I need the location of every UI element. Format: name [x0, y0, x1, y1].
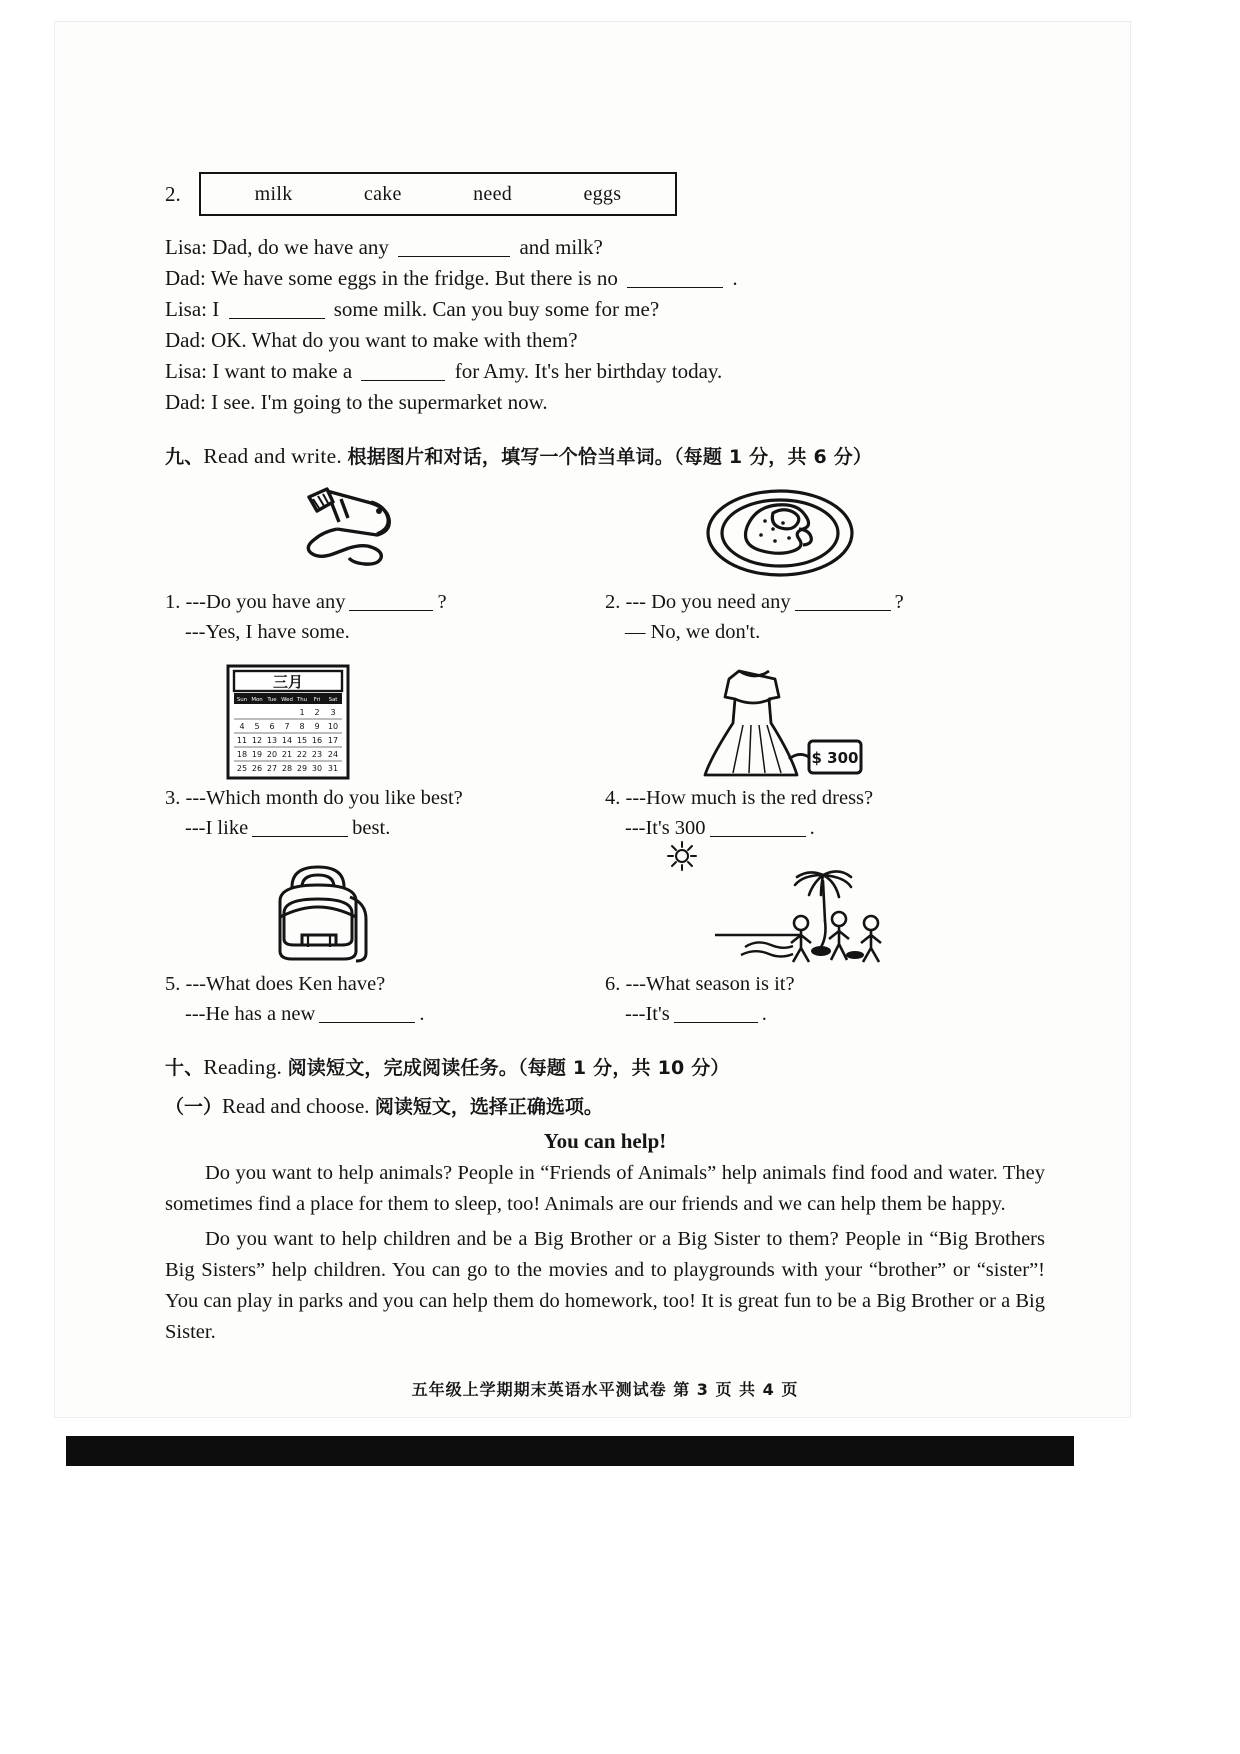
svg-text:26: 26: [251, 764, 263, 773]
answer-blank[interactable]: [229, 318, 325, 319]
question-5-art: [165, 857, 605, 969]
svg-text:13: 13: [266, 736, 278, 745]
question-1-cell: [165, 483, 605, 647]
section-9-title-cn: 根据图片和对话，填写一个恰当单词。（每题 1 分，共 6 分）: [347, 446, 873, 468]
section-10-title-cn: 阅读短文，完成阅读任务。（每题 1 分，共 10 分）: [287, 1057, 730, 1079]
dialogue-line: [165, 356, 1045, 387]
dialogue-line: [165, 232, 1045, 263]
svg-text:18: 18: [236, 750, 248, 759]
svg-text:16: 16: [311, 736, 323, 745]
answer-blank[interactable]: [252, 836, 348, 837]
svg-text:7: 7: [284, 722, 290, 731]
question-5-line: [165, 969, 605, 999]
question-5-answer-tail: .: [419, 1003, 425, 1025]
svg-text:19: 19: [251, 750, 263, 759]
page-footer: 五年级上学期期末英语水平测试卷 第 3 页 共 4 页: [411, 1380, 799, 1399]
svg-text:Thu: Thu: [296, 697, 308, 703]
answer-blank[interactable]: [398, 256, 510, 257]
dialogue-text: I see. I'm going to the supermarket now.: [211, 390, 548, 414]
question-3-art: [165, 663, 605, 783]
question-2-answer-text: — No, we don't.: [625, 621, 761, 643]
svg-text:12: 12: [251, 736, 263, 745]
question-1-tail: ?: [437, 591, 447, 613]
question-4-answer-tail: .: [809, 817, 815, 839]
question-3-number: 3.: [165, 787, 181, 809]
question-3-answer: [165, 813, 605, 843]
question-6-answer: [605, 999, 1045, 1029]
svg-text:Fri: Fri: [313, 697, 321, 703]
word-bank-item: need: [473, 182, 513, 205]
question-1-prompt: ---Do you have any: [185, 591, 346, 613]
word-bank-item: cake: [363, 182, 402, 205]
svg-text:8: 8: [299, 722, 305, 731]
question-6-art: [605, 857, 1045, 969]
question-5-answer: [165, 999, 605, 1029]
svg-text:23: 23: [311, 750, 323, 759]
question-4-line: [605, 783, 1045, 813]
svg-text:Tue: Tue: [267, 697, 277, 703]
question-2-cell: [605, 483, 1045, 647]
milk-bottle-spill-icon: [275, 485, 425, 585]
question-2-number: 2.: [605, 591, 621, 613]
svg-text:21: 21: [281, 750, 293, 759]
red-dress-price-tag-icon: [685, 663, 885, 781]
svg-text:22: 22: [296, 750, 308, 759]
dialogue-speaker: Dad:: [165, 390, 206, 414]
answer-blank[interactable]: [361, 380, 445, 381]
question-2-answer: [605, 617, 1045, 647]
calendar-march-icon: [225, 663, 351, 781]
svg-text:6: 6: [269, 722, 275, 731]
question-4-answer-text: ---It's 300: [625, 817, 706, 839]
dialogue-speaker: Dad:: [165, 328, 206, 352]
section-10-sub-title-en: Read and choose.: [222, 1094, 370, 1118]
question-1-number: 1.: [165, 591, 181, 613]
question-6-number: 6.: [605, 973, 621, 995]
exercise-2-number: 2.: [165, 182, 181, 206]
dialogue-text-tail: for Amy. It's her birthday today.: [454, 359, 723, 383]
svg-text:29: 29: [296, 764, 308, 773]
sun-icon: [665, 839, 699, 873]
dialogue-text-tail: .: [732, 266, 738, 290]
question-4-art: [605, 663, 1045, 783]
question-3-answer-tail: best.: [352, 817, 391, 839]
passage-paragraph: Do you want to help animals? People in “Friends of Animals” help animals find food and water. They sometimes find a place for them to sleep, too! Animals are our friends and we can help them be happy.: [165, 1162, 1045, 1215]
question-5-number: 5.: [165, 973, 181, 995]
svg-text:30: 30: [311, 764, 323, 773]
question-1-answer: [165, 617, 605, 647]
question-2-art: [605, 483, 1045, 587]
answer-blank[interactable]: [319, 1022, 415, 1023]
dialogue-line: [165, 294, 1045, 325]
question-1-art: [165, 483, 605, 587]
dialogue-text-tail: some milk. Can you buy some for me?: [333, 297, 660, 321]
question-5-cell: [165, 857, 605, 1029]
question-6-answer-tail: .: [761, 1003, 767, 1025]
svg-text:三月: 三月: [272, 673, 304, 691]
svg-text:25: 25: [236, 764, 248, 773]
question-2-line: [605, 587, 1045, 617]
svg-text:14: 14: [281, 736, 293, 745]
question-5-answer-text: ---He has a new: [185, 1003, 316, 1025]
svg-text:17: 17: [327, 736, 339, 745]
section-9-heading: [165, 442, 1045, 469]
svg-text:4: 4: [239, 722, 245, 731]
passage-paragraph: Do you want to help children and be a Big Brother or a Big Sister to them? People in “Big Brothers Big Sisters” help children. You can go to the movies and to playgrounds with your “brother” or “sister”! You can play in parks and you can help them do homework, too! It is great fun to be a Big Brother or a Big Sister.: [165, 1228, 1045, 1343]
question-6-cell: [605, 857, 1045, 1029]
exercise-2: [165, 172, 1045, 216]
picture-row-2: [165, 663, 1045, 843]
dialogue-line: [165, 263, 1045, 294]
svg-text:Wed: Wed: [281, 697, 293, 703]
answer-blank[interactable]: [710, 836, 806, 837]
question-3-prompt: ---Which month do you like best?: [185, 787, 463, 809]
question-1-line: [165, 587, 605, 617]
question-2-prompt: --- Do you need any: [625, 591, 791, 613]
question-4-cell: [605, 663, 1045, 843]
beach-summer-scene-icon: [705, 851, 905, 969]
svg-text:Sat: Sat: [328, 697, 338, 703]
dialogue-text: I want to make a: [212, 359, 353, 383]
svg-text:27: 27: [266, 764, 278, 773]
section-10-heading: [165, 1053, 1045, 1080]
svg-text:3: 3: [330, 708, 336, 717]
dialogue-text: I: [212, 297, 220, 321]
dialogue-text: We have some eggs in the fridge. But there is no: [210, 266, 618, 290]
question-6-line: [605, 969, 1045, 999]
svg-text:20: 20: [266, 750, 278, 759]
question-2-tail: ?: [894, 591, 904, 613]
word-bank-box: [199, 172, 677, 216]
question-6-prompt: ---What season is it?: [625, 973, 795, 995]
section-9-title-en: Read and write.: [203, 444, 342, 468]
svg-text:24: 24: [327, 750, 339, 759]
word-bank-item: milk: [254, 182, 293, 205]
dialogue-text-tail: and milk?: [519, 235, 603, 259]
question-4-prompt: ---How much is the red dress?: [625, 787, 874, 809]
question-4-number: 4.: [605, 787, 621, 809]
svg-text:1: 1: [299, 708, 305, 717]
svg-text:Sun: Sun: [236, 697, 248, 703]
dialogue-speaker: Lisa:: [165, 297, 207, 321]
backpack-icon: [250, 857, 400, 967]
question-6-answer-text: ---It's: [625, 1003, 670, 1025]
dialogue-speaker: Lisa:: [165, 235, 207, 259]
dialogue-text: OK. What do you want to make with them?: [211, 328, 578, 352]
svg-text:5: 5: [254, 722, 260, 731]
dialogue-text: Dad, do we have any: [212, 235, 389, 259]
document-content: [165, 172, 1045, 1399]
svg-text:$ 300: $ 300: [811, 749, 859, 767]
section-9-marker: 九、: [165, 446, 204, 468]
svg-text:9: 9: [314, 722, 320, 731]
section-10-title-en: Reading.: [203, 1055, 283, 1079]
section-10-sub-title-cn: 阅读短文，选择正确选项。: [374, 1096, 603, 1118]
dialogue-block: [165, 232, 1045, 418]
answer-blank[interactable]: [627, 287, 723, 288]
section-10-subheading: [165, 1092, 1045, 1119]
section-10-marker: 十、: [165, 1057, 204, 1079]
svg-text:Mon: Mon: [251, 697, 263, 703]
scanned-paper: [55, 22, 1130, 1417]
svg-text:10: 10: [327, 722, 339, 731]
answer-blank[interactable]: [795, 610, 891, 611]
question-3-answer-text: ---I like: [185, 817, 249, 839]
dialogue-line: [165, 387, 1045, 418]
scan-edge-bar: [66, 1436, 1074, 1466]
question-3-line: [165, 783, 605, 813]
picture-row-3: [165, 857, 1045, 1029]
meat-on-plate-icon: [695, 483, 865, 583]
word-bank-item: eggs: [583, 182, 622, 205]
dialogue-speaker: Lisa:: [165, 359, 207, 383]
svg-text:15: 15: [296, 736, 308, 745]
svg-text:2: 2: [314, 708, 320, 717]
svg-text:11: 11: [236, 736, 248, 745]
section-10-sub-marker: （一）: [165, 1096, 223, 1118]
picture-questions: [165, 483, 1045, 1029]
question-3-cell: [165, 663, 605, 843]
picture-row-1: [165, 483, 1045, 647]
question-5-prompt: ---What does Ken have?: [185, 973, 386, 995]
answer-blank[interactable]: [349, 610, 433, 611]
passage-title: You can help!: [543, 1129, 667, 1153]
answer-blank[interactable]: [674, 1022, 758, 1023]
question-1-answer-text: ---Yes, I have some.: [185, 621, 350, 643]
svg-text:28: 28: [281, 764, 293, 773]
dialogue-line: [165, 325, 1045, 356]
svg-text:31: 31: [327, 764, 339, 773]
dialogue-speaker: Dad:: [165, 266, 206, 290]
